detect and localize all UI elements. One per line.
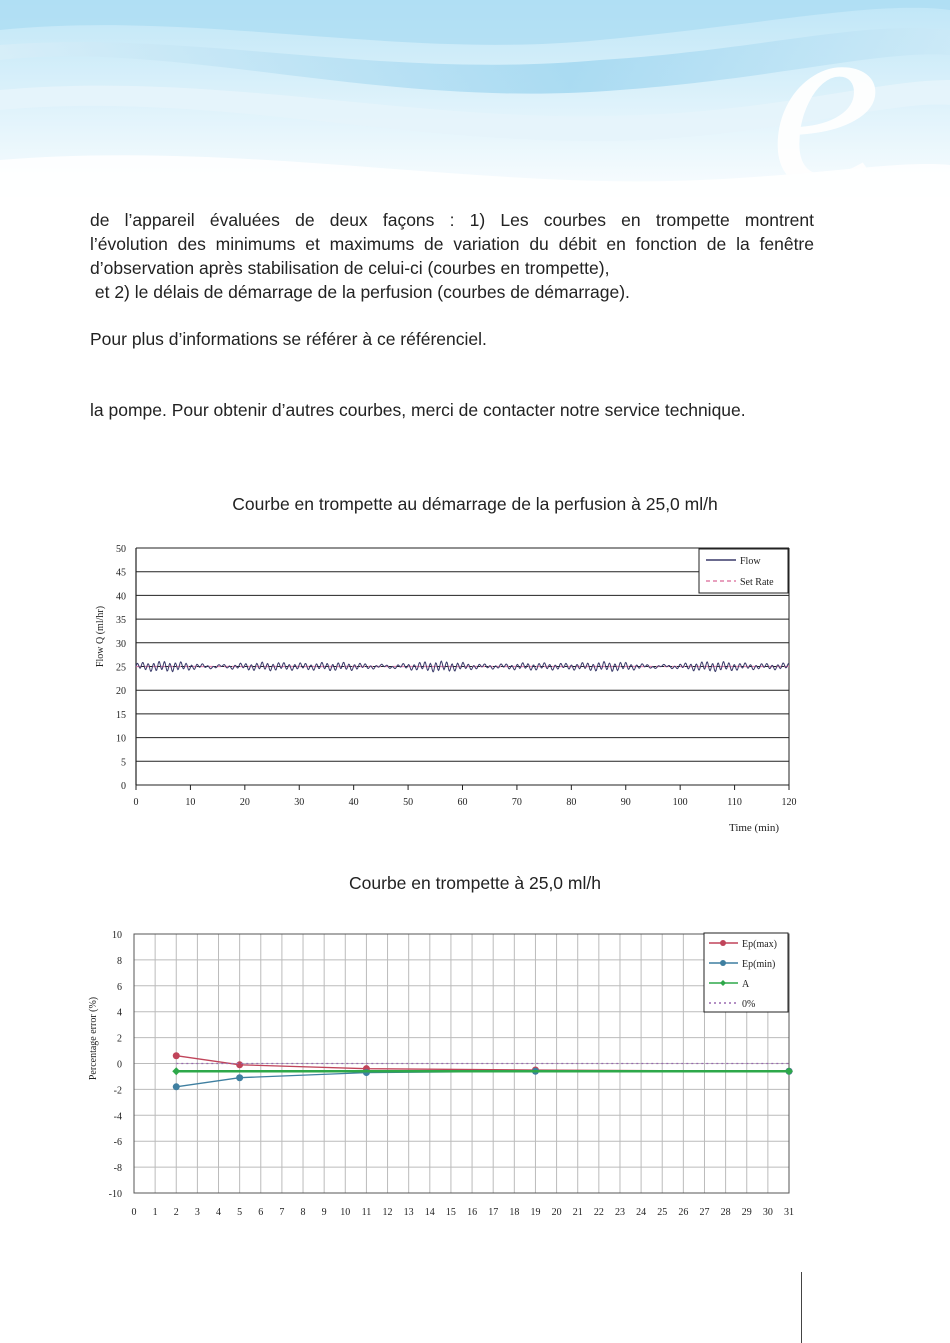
y-tick-label: 35 — [116, 615, 126, 627]
brand-letter-logo: e — [770, 0, 881, 215]
x-tick-label: 28 — [720, 1207, 731, 1218]
trumpet-error-chart — [0, 920, 950, 1240]
x-tick-label: 5 — [237, 1207, 243, 1218]
x-tick-label: 25 — [657, 1207, 668, 1218]
series-point-1 — [173, 1083, 180, 1090]
legend-set-rate-label: Set Rate — [740, 577, 774, 588]
x-tick-label: 6 — [258, 1207, 264, 1218]
y-axis-label: Flow Q (ml/hr) — [95, 605, 106, 668]
chart1-legend — [699, 549, 788, 593]
x-tick-label: 30 — [762, 1207, 773, 1218]
x-tick-label: 21 — [572, 1207, 583, 1218]
legend-label-0: Ep(max) — [742, 939, 777, 950]
x-tick-label: 0 — [131, 1207, 137, 1218]
x-tick-label: 90 — [620, 797, 631, 808]
x-tick-label: 50 — [403, 797, 414, 808]
x-tick-label: 31 — [784, 1207, 794, 1218]
y-tick-label: 15 — [116, 709, 126, 721]
intro-line-1: de l’appareil évaluées de deux façons : 1) Les courbes en trompette montrent — [90, 210, 814, 230]
x-tick-label: 7 — [279, 1207, 285, 1218]
x-tick-label: 2 — [173, 1207, 179, 1218]
x-tick-label: 18 — [509, 1207, 520, 1218]
x-tick-label: 30 — [294, 797, 305, 808]
x-tick-label: 9 — [321, 1207, 327, 1218]
y-tick-label: 20 — [116, 686, 126, 698]
x-tick-label: 16 — [467, 1207, 478, 1218]
intro-paragraph — [90, 208, 814, 304]
series-point-2 — [172, 1067, 180, 1075]
y-tick-label: 25 — [116, 662, 126, 674]
legend-label-3: 0% — [742, 999, 756, 1010]
x-tick-label: 3 — [194, 1207, 200, 1218]
y-tick-label: 0 — [121, 781, 126, 792]
intro-line-2: l’évolution des minimums et maximums de variation du débit en fonction de la fenêtre — [90, 234, 814, 254]
x-tick-label: 11 — [361, 1207, 372, 1218]
y-tick-label: 8 — [117, 955, 122, 967]
contact-paragraph: la pompe. Pour obtenir d’autres courbes, merci de contacter notre service technique. — [90, 400, 746, 420]
x-tick-label: 4 — [216, 1207, 222, 1218]
x-tick-label: 23 — [614, 1207, 625, 1218]
y-tick-label: 50 — [116, 544, 126, 555]
series-point-2 — [785, 1067, 793, 1075]
y-tick-label: -4 — [113, 1111, 122, 1123]
series-line-1 — [176, 1071, 789, 1087]
x-tick-label: 100 — [672, 797, 688, 808]
x-tick-label: 24 — [636, 1207, 647, 1218]
y-axis-label: Percentage error (%) — [88, 996, 99, 1081]
x-tick-label: 10 — [340, 1207, 351, 1218]
x-tick-label: 26 — [678, 1207, 689, 1218]
x-tick-label: 110 — [727, 797, 742, 808]
x-tick-label: 22 — [593, 1207, 604, 1218]
chart2-title: Courbe en trompette à 25,0 ml/h — [349, 873, 601, 893]
y-tick-label: 40 — [116, 591, 126, 603]
x-tick-label: 13 — [403, 1207, 414, 1218]
y-tick-label: -2 — [113, 1085, 122, 1097]
legend-label-1: Ep(min) — [742, 959, 776, 970]
reference-paragraph: Pour plus d’informations se référer à ce référenciel. — [90, 329, 487, 349]
x-tick-label: 20 — [551, 1207, 562, 1218]
x-tick-label: 70 — [511, 797, 522, 808]
y-tick-label: 0 — [117, 1059, 122, 1071]
y-tick-label: 45 — [116, 567, 126, 579]
x-tick-label: 10 — [185, 797, 196, 808]
y-tick-label: -8 — [113, 1163, 122, 1175]
x-tick-label: 1 — [152, 1207, 158, 1218]
page-divider-line — [801, 1272, 802, 1343]
legend-flow-label: Flow — [740, 556, 761, 567]
header-wave-art — [0, 0, 950, 215]
y-tick-label: 6 — [117, 981, 122, 993]
series-point-0 — [236, 1061, 243, 1068]
chart2-legend — [704, 933, 788, 1012]
x-tick-label: 0 — [133, 797, 139, 808]
x-tick-label: 60 — [457, 797, 468, 808]
y-tick-label: 2 — [117, 1033, 122, 1045]
x-tick-label: 17 — [488, 1207, 499, 1218]
x-tick-label: 12 — [382, 1207, 393, 1218]
intro-line-4: et 2) le délais de démarrage de la perfusion (courbes de démarrage). — [90, 282, 630, 302]
series-point-1 — [236, 1074, 243, 1081]
x-tick-label: 20 — [239, 797, 250, 808]
x-axis-label: Time (min) — [728, 822, 780, 834]
intro-line-3: d’observation après stabilisation de celui-ci (courbes en trompette), — [90, 258, 610, 278]
x-tick-label: 29 — [741, 1207, 752, 1218]
x-tick-label: 120 — [781, 797, 797, 808]
y-tick-label: 30 — [116, 638, 126, 650]
y-tick-label: 10 — [116, 733, 126, 745]
y-tick-label: 5 — [121, 757, 126, 769]
y-tick-label: -10 — [108, 1189, 122, 1200]
y-tick-label: 4 — [117, 1007, 122, 1019]
x-tick-label: 27 — [699, 1207, 710, 1218]
y-tick-label: -6 — [113, 1137, 122, 1149]
startup-flow-chart — [0, 530, 950, 850]
y-tick-label: 10 — [112, 930, 122, 941]
x-tick-label: 19 — [530, 1207, 541, 1218]
legend-marker-0 — [720, 940, 726, 946]
chart1-title: Courbe en trompette au démarrage de la perfusion à 25,0 ml/h — [232, 494, 718, 514]
x-tick-label: 14 — [424, 1207, 435, 1218]
x-tick-label: 15 — [445, 1207, 456, 1218]
x-tick-label: 40 — [348, 797, 359, 808]
x-tick-label: 8 — [300, 1207, 306, 1218]
series-point-0 — [173, 1052, 180, 1059]
legend-marker-1 — [720, 960, 726, 966]
x-tick-label: 80 — [566, 797, 577, 808]
legend-label-2: A — [742, 979, 750, 990]
